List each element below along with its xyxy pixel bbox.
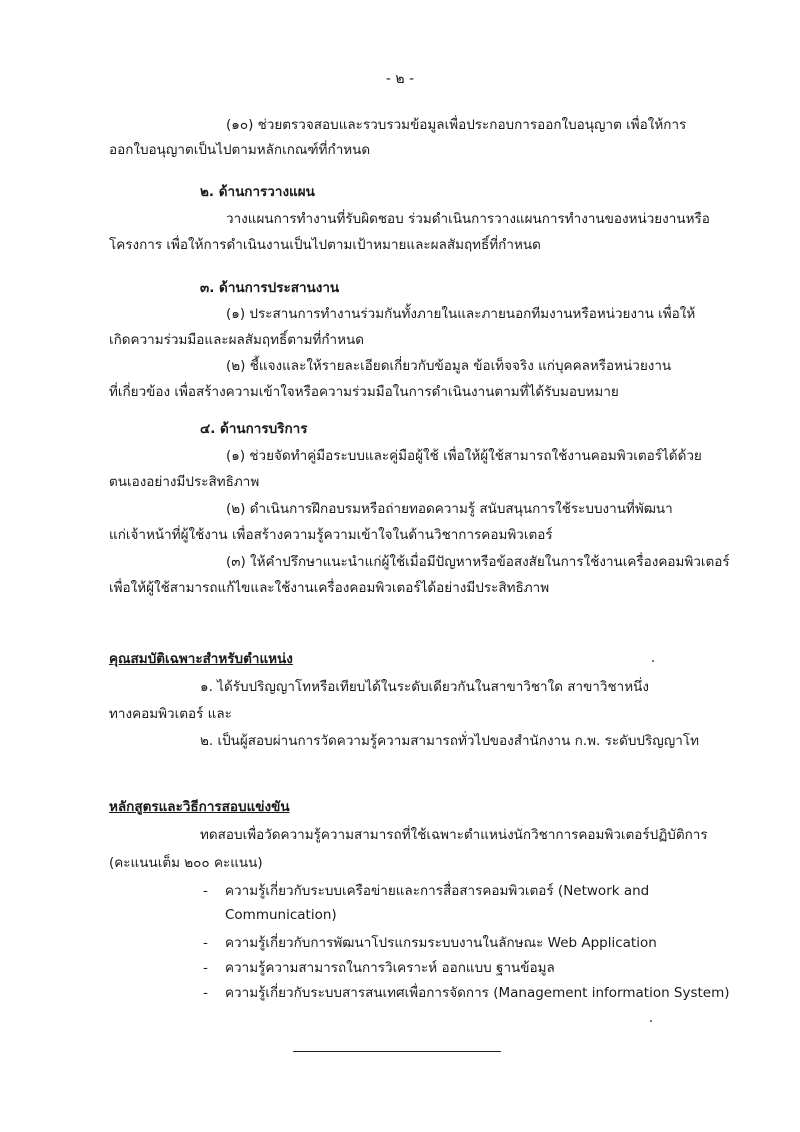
qualifications-heading: คุณสมบัติเฉพาะสำหรับตำแหน่ง bbox=[109, 651, 293, 667]
sec2-line1: วางแผนการทำงานที่รับผิดชอบ ร่วมดำเนินการวางแผนการทำงานของหน่วยงานหรือ bbox=[226, 211, 710, 227]
sec2-heading: ๒. ด้านการวางแผน bbox=[200, 184, 315, 200]
exam-heading: หลักสูตรและวิธีการสอบแข่งขัน bbox=[109, 799, 290, 815]
exam-topic-1-line1: ความรู้เกี่ยวกับระบบเครือข่ายและการสื่อสารคอมพิวเตอร์ (Network and bbox=[225, 883, 650, 899]
exam-topic-1-line2: Communication) bbox=[225, 907, 337, 923]
sec3-heading: ๓. ด้านการประสานงาน bbox=[200, 280, 340, 296]
exam-intro-line2: (คะแนนเต็ม ๒๐๐ คะแนน) bbox=[109, 855, 263, 871]
sec4-item3-line2: เพื่อให้ผู้ใช้สามารถแก้ไขและใช้งานเครื่องคอมพิวเตอร์ได้อย่างมีประสิทธิภาพ bbox=[109, 580, 550, 596]
exam-topic-2-line1: ความรู้เกี่ยวกับการพัฒนาโปรแกรมระบบงานในลักษณะ Web Application bbox=[225, 935, 657, 951]
sec4-item2-line2: แก่เจ้าหน้าที่ผู้ใช้งาน เพื่อสร้างความรู้ความเข้าใจในด้านวิชาการคอมพิวเตอร์ bbox=[109, 527, 553, 543]
exam-topic-3-line1: ความรู้ความสามารถในการวิเคราะห์ ออกแบบ ฐานข้อมูล bbox=[225, 960, 555, 976]
sec3-item1-line1: (๑) ประสานการทำงานร่วมกันทั้งภายในและภายนอกทีมงานหรือหน่วยงาน เพื่อให้ bbox=[226, 306, 696, 322]
sec3-item2-line1: (๒) ชี้แจงและให้รายละเอียดเกี่ยวกับข้อมูล ข้อเท็จจริง แก่บุคคลหรือหน่วยงาน bbox=[226, 358, 672, 374]
qualification-2-line1: ๒. เป็นผู้สอบผ่านการวัดความรู้ความสามารถทั่วไปของสำนักงาน ก.พ. ระดับปริญญาโท bbox=[200, 733, 699, 749]
scan-speck bbox=[650, 1020, 652, 1022]
sec4-heading: ๔. ด้านการบริการ bbox=[200, 421, 308, 437]
bullet-dash: - bbox=[203, 883, 208, 899]
qualification-1-line2: ทางคอมพิวเตอร์ และ bbox=[109, 706, 232, 722]
end-separator-line bbox=[293, 1051, 501, 1052]
page-number: - ๒ - bbox=[385, 71, 415, 87]
bullet-dash: - bbox=[203, 985, 208, 1001]
exam-topic-2 bbox=[203, 933, 657, 953]
exam-topic-1 bbox=[203, 881, 649, 901]
sec1-item10-line1: (๑๐) ช่วยตรวจสอบและรวบรวมข้อมูลเพื่อประกอบการออกใบอนุญาต เพื่อให้การ bbox=[226, 117, 687, 133]
sec3-item1-line2: เกิดความร่วมมือและผลสัมฤทธิ์ตามที่กำหนด bbox=[109, 332, 365, 348]
exam-intro-line1: ทดสอบเพื่อวัดความรู้ความสามารถที่ใช้เฉพาะตำแหน่งนักวิชาการคอมพิวเตอร์ปฏิบัติการ bbox=[200, 827, 708, 843]
exam-topic-4 bbox=[203, 983, 730, 1003]
sec3-item2-line2: ที่เกี่ยวข้อง เพื่อสร้างความเข้าใจหรือความร่วมมือในการดำเนินงานตามที่ได้รับมอบหมาย bbox=[109, 384, 619, 400]
sec4-item2-line1: (๒) ดำเนินการฝึกอบรมหรือถ่ายทอดความรู้ สนับสนุนการใช้ระบบงานที่พัฒนา bbox=[226, 501, 673, 517]
scan-speck bbox=[652, 660, 654, 662]
exam-topic-4-line1: ความรู้เกี่ยวกับระบบสารสนเทศเพื่อการจัดการ (Management information System) bbox=[225, 985, 730, 1001]
sec2-line2: โครงการ เพื่อให้การดำเนินงานเป็นไปตามเป้าหมายและผลสัมฤทธิ์ที่กำหนด bbox=[109, 237, 541, 253]
sec4-item1-line2: ตนเองอย่างมีประสิทธิภาพ bbox=[109, 474, 260, 490]
bullet-dash: - bbox=[203, 960, 208, 976]
qualification-1-line1: ๑. ได้รับปริญญาโทหรือเทียบได้ในระดับเดียวกันในสาขาวิชาใด สาขาวิชาหนึ่ง bbox=[200, 679, 649, 695]
bullet-dash: - bbox=[203, 935, 208, 951]
sec4-item3-line1: (๓) ให้คำปรึกษาแนะนำแก่ผู้ใช้เมื่อมีปัญหาหรือข้อสงสัยในการใช้งานเครื่องคอมพิวเตอร์ bbox=[226, 554, 730, 570]
sec1-item10-line2: ออกใบอนุญาตเป็นไปตามหลักเกณฑ์ที่กำหนด bbox=[109, 142, 371, 158]
sec4-item1-line1: (๑) ช่วยจัดทำคู่มือระบบและคู่มือผู้ใช้ เพื่อให้ผู้ใช้สามารถใช้งานคอมพิวเตอร์ได้ด้วย bbox=[226, 448, 702, 464]
exam-topic-3 bbox=[203, 958, 555, 978]
